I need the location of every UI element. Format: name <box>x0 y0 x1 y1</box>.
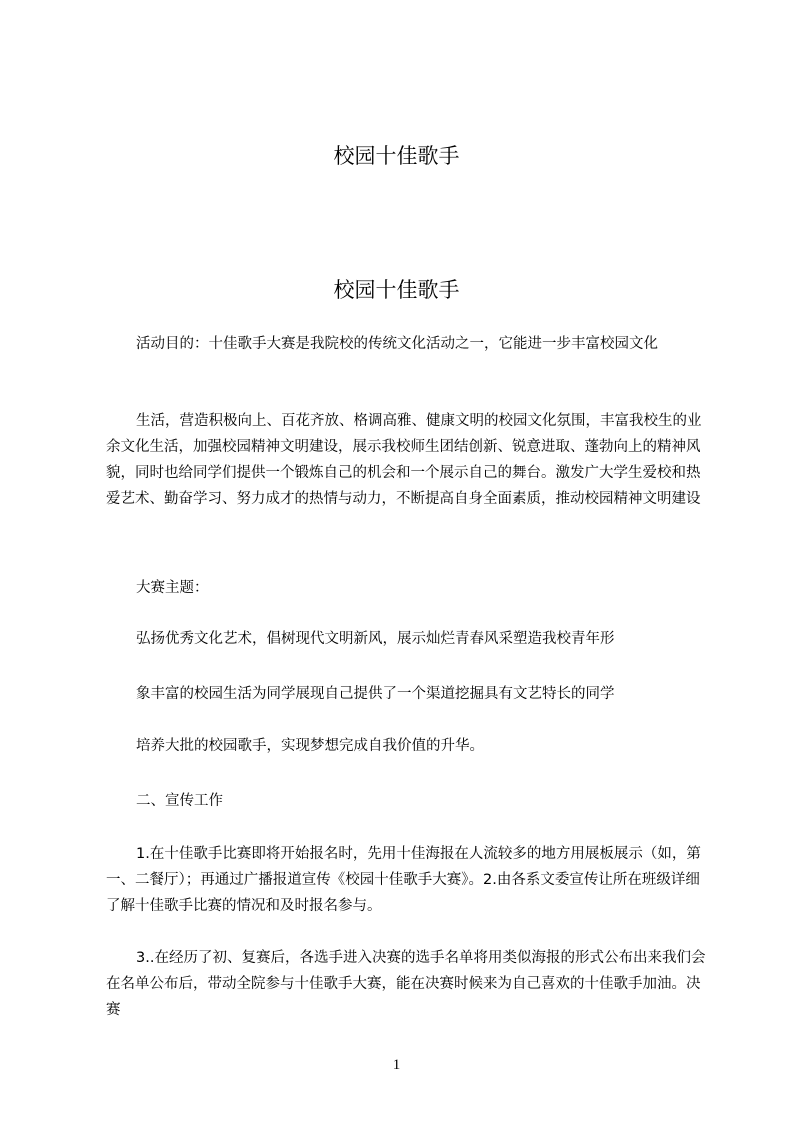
paragraph-item-1: 1.在十佳歌手比赛即将开始报名时，先用十佳海报在人流较多的地方用展板展示（如，第一、二餐厅）；再通过广播报道宣传《校园十佳歌手大赛》。2.由各系文委宣传让所在班级详细了解十佳歌手比赛的情况和及时报名参与。 <box>106 846 701 914</box>
document-title: 校园十佳歌手 <box>333 144 460 168</box>
theme-line-1: 弘扬优秀文化艺术，倡树现代文明新风，展示灿烂青春风采塑造我校青年形 <box>136 631 615 647</box>
paragraph-purpose: 活动目的：十佳歌手大赛是我院校的传统文化活动之一，它能进一步丰富校园文化 <box>136 336 658 352</box>
paragraph-item-3: 3..在经历了初、复赛后，各选手进入决赛的选手名单将用类似海报的形式公布出来我们会在名单公布后，带动全院参与十佳歌手大赛，能在决赛时候来为自己喜欢的十佳歌手加油。决赛 <box>106 950 706 1018</box>
theme-label: 大赛主题： <box>136 580 209 596</box>
paragraph-purpose-continued: 生活，营造积极向上、百花齐放、格调高雅、健康文明的校园文化氛围，丰富我校生的业余文化生活，加强校园精神文明建设，展示我校师生团结创新、锐意进取、蓬勃向上的精神风貌，同时也给同学们提供一个锻炼自己的机会和一个展示自己的舞台。激发广大学生爱校和热爱艺术、勤奋学习、努力成才的热情与动力，不断提高自身全面素质，推动校园精神文明建设 <box>106 413 702 507</box>
theme-line-2: 象丰富的校园生活为同学展现自己提供了一个渠道挖掘具有文艺特长的同学 <box>136 686 615 702</box>
section-heading-publicity: 二、宣传工作 <box>136 793 223 809</box>
section-title: 校园十佳歌手 <box>333 278 460 302</box>
page-number: 1 <box>392 1057 401 1073</box>
theme-line-3: 培养大批的校园歌手，实现梦想完成自我价值的升华。 <box>136 738 484 754</box>
